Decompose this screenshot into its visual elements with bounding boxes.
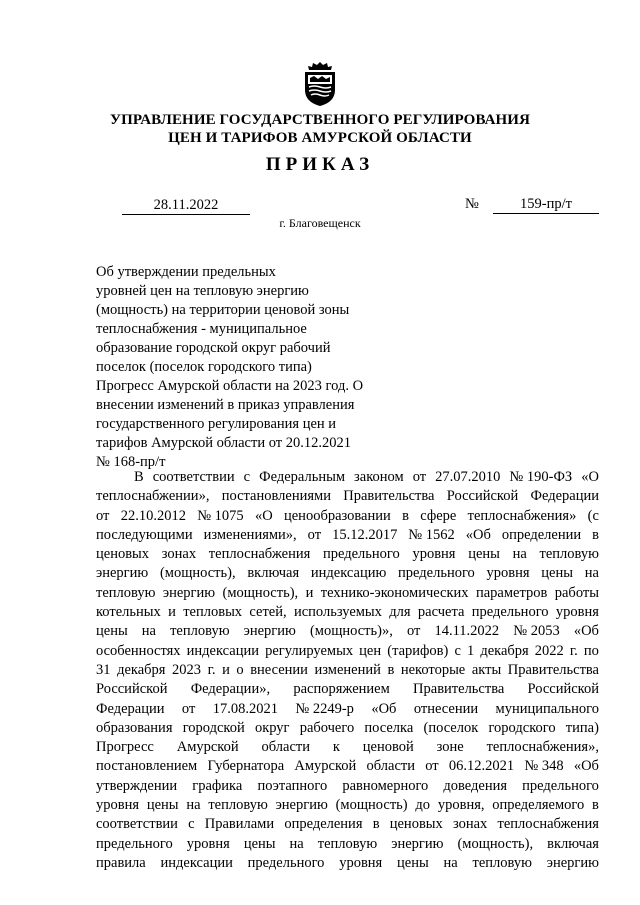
body-word: от: [307, 526, 322, 543]
body-line: [96, 622, 599, 641]
body-word: определения: [284, 816, 363, 833]
body-line: [96, 796, 599, 815]
body-word: № 190-ФЗ: [509, 469, 573, 485]
subject-line: (мощность) на территории ценовой зоны: [96, 302, 350, 318]
body-word: Федеральным: [259, 469, 345, 485]
body-word: Правилами: [204, 816, 275, 833]
body-word: цены: [146, 797, 179, 814]
body-word: на: [141, 623, 156, 640]
subject-line: тарифов Амурской области от 20.12.2021: [96, 435, 351, 451]
body-word: 15.12.2017: [332, 526, 398, 543]
body-word: теплоснабжения: [208, 546, 311, 563]
body-word: с: [454, 642, 461, 659]
body-line: [96, 757, 599, 776]
body-word: распоряжением: [293, 681, 390, 698]
body-word: предельного: [398, 565, 475, 582]
body-word: 06.12.2021: [448, 758, 515, 775]
body-word: уровня: [555, 604, 599, 621]
body-word: изменениями»,: [203, 526, 297, 543]
body-word: цен: [359, 642, 382, 659]
body-word: муниципального: [495, 700, 599, 717]
body-line: [96, 584, 599, 603]
body-word: 2022: [534, 642, 564, 659]
body-word: акты: [471, 661, 502, 678]
body-word: ценовой: [362, 739, 414, 756]
body-word: на: [289, 835, 304, 852]
body-word: тепловую: [208, 797, 268, 814]
body-line: [96, 526, 599, 545]
body-word: зонах: [161, 546, 197, 563]
body-line: [96, 661, 599, 680]
body-word: энергию: [162, 584, 216, 601]
body-word: равномерного: [342, 777, 429, 794]
body-word: определяемого: [492, 797, 585, 814]
body-word: изменений: [314, 661, 381, 678]
body-word: цены: [541, 565, 573, 582]
body-word: г.: [569, 642, 578, 659]
body-word: индексацию: [310, 565, 387, 582]
body-word: о: [236, 661, 244, 678]
body-word: поэтапного: [257, 777, 328, 794]
body-word: на: [584, 565, 599, 582]
body-word: правила: [96, 854, 146, 871]
body-word: теплоснабжения»: [467, 507, 577, 524]
body-word: 14.11.2022: [434, 623, 500, 640]
body-word: с: [188, 816, 195, 833]
body-word: (с: [587, 507, 599, 524]
body-word: в: [372, 816, 380, 833]
body-word: сетей,: [249, 604, 287, 621]
body-line: [96, 815, 599, 834]
body-word: графика: [192, 777, 243, 794]
body-word: расчета: [417, 604, 465, 621]
body-word: и: [305, 584, 314, 601]
body-word: декабря: [480, 642, 529, 659]
body-word: от: [412, 469, 427, 485]
body-word: предельного: [471, 604, 549, 621]
order-number: 159-пр/т: [493, 196, 599, 214]
body-word: от: [181, 700, 196, 717]
body-word: для: [389, 604, 411, 621]
body-word: Федерации»,: [190, 681, 271, 698]
body-word: (мощность),: [222, 584, 299, 601]
body-word: теплоснабжения»,: [486, 739, 599, 756]
body-word: работы: [554, 584, 599, 601]
body-word: законом: [354, 469, 404, 485]
body-word: постановлением: [96, 758, 198, 775]
body-word: Федерации: [96, 700, 165, 717]
body-word: и: [222, 661, 230, 678]
subject-line: Прогресс Амурской области на 2023 год. О: [96, 378, 364, 394]
body-word: «О: [581, 469, 599, 485]
body-line: [96, 719, 599, 738]
body-word: Прогресс: [96, 739, 154, 756]
body-word: «Об: [371, 700, 397, 717]
body-word: соответствии: [96, 816, 178, 833]
body-word: (мощность)»,: [309, 623, 393, 640]
body-word: сфере: [420, 507, 457, 524]
body-word: предельного: [322, 546, 400, 563]
body-word: городского: [488, 719, 556, 736]
body-word: отнесении: [413, 700, 479, 717]
body-word: тепловую: [472, 854, 532, 871]
body-word: параметров: [475, 584, 548, 601]
body-line: [96, 487, 599, 506]
body-word: в: [592, 797, 599, 814]
body-word: энергию: [96, 565, 149, 582]
body-word: Губернатора: [207, 758, 285, 775]
body-word: соответствии: [152, 469, 235, 485]
body-word: доведения: [443, 777, 508, 794]
body-line: [96, 468, 599, 487]
body-word: от: [96, 507, 110, 524]
body-word: Российской: [446, 488, 519, 505]
body-word: тепловых: [183, 604, 243, 621]
body-word: и: [168, 604, 176, 621]
subject-line: поселок (поселок городского типа): [96, 359, 312, 375]
body-word: типа): [565, 719, 599, 736]
body-word: уровня: [339, 854, 383, 871]
body-word: индексации: [160, 854, 233, 871]
body-word: зонах: [452, 816, 488, 833]
body-word: (мощность),: [457, 835, 534, 852]
body-word: цены: [96, 623, 128, 640]
body-word: определении: [501, 526, 582, 543]
body-word: зоне: [436, 739, 464, 756]
body-word: г.: [207, 661, 216, 678]
subject-line: Об утверждении предельных: [96, 264, 276, 280]
body-word: предельного: [96, 835, 173, 852]
body-word: Правительства: [343, 488, 435, 505]
body-word: индексации: [186, 642, 260, 659]
body-word: поселка: [364, 719, 414, 736]
body-word: Правительства: [413, 681, 505, 698]
body-word: энергию: [546, 854, 599, 871]
body-word: ценообразовании: [283, 507, 391, 524]
body-word: рабочего: [299, 719, 355, 736]
body-line: [96, 680, 599, 699]
body-line: [96, 564, 599, 583]
body-word: 2023: [172, 661, 201, 678]
body-word: включая: [247, 565, 300, 582]
body-line: [96, 777, 599, 796]
body-word: № 2053: [513, 623, 560, 640]
body-word: В: [134, 469, 144, 485]
body-word: внесении: [250, 661, 308, 678]
body-line: [96, 642, 599, 661]
body-line: [96, 738, 599, 757]
body-word: котельных: [96, 604, 161, 621]
body-line: [96, 835, 599, 854]
body-word: тепловую: [170, 623, 230, 640]
subject-line: внесении изменений в приказ управления: [96, 397, 355, 413]
body-word: 17.08.2021: [212, 700, 278, 717]
number-sign: №: [465, 196, 479, 212]
body-word: на: [512, 546, 527, 563]
body-word: «Об: [573, 758, 599, 775]
body-word: в: [402, 507, 409, 524]
body-word: (мощность),: [159, 565, 236, 582]
body-word: Российской: [96, 681, 168, 698]
body-word: (поселок: [423, 719, 479, 736]
order-date: 28.11.2022: [122, 197, 250, 215]
body-word: на: [443, 854, 458, 871]
subject-line: № 168-пр/т: [96, 454, 166, 470]
order-body-text: [96, 468, 599, 873]
body-word: области: [261, 739, 310, 756]
body-word: Правительства: [507, 661, 599, 678]
body-line: [96, 545, 599, 564]
body-word: регулируемых: [265, 642, 354, 659]
body-word: № 348: [524, 758, 564, 775]
body-word: предельного: [247, 854, 325, 871]
body-word: Федерации: [530, 488, 599, 505]
body-word: постановлениями: [221, 488, 331, 505]
body-word: (мощность): [335, 797, 408, 814]
body-word: Амурской: [176, 739, 239, 756]
body-line: [96, 854, 599, 873]
subject-line: теплоснабжения - муниципальное: [96, 321, 307, 337]
body-word: включая: [547, 835, 599, 852]
body-word: уровня,: [437, 797, 485, 814]
organization-name-line1: УПРАВЛЕНИЕ ГОСУДАРСТВЕННОГО РЕГУЛИРОВАНИЯ: [109, 112, 531, 128]
city-name: г. Благовещенск: [279, 216, 361, 230]
body-word: некоторые: [400, 661, 466, 678]
body-word: к: [332, 739, 340, 756]
body-word: уровня: [96, 797, 140, 814]
body-word: образования: [96, 719, 173, 736]
body-word: № 1075: [197, 507, 244, 524]
body-word: № 2249-р: [295, 700, 354, 717]
body-word: цены: [468, 546, 500, 563]
body-word: Амурской: [294, 758, 357, 775]
body-word: 31: [96, 661, 111, 678]
organization-name-line2: ЦЕН И ТАРИФОВ АМУРСКОЙ ОБЛАСТИ: [168, 130, 472, 146]
body-word: ценовых: [96, 546, 150, 563]
body-word: до: [415, 797, 431, 814]
body-word: от: [406, 623, 421, 640]
body-word: 22.10.2012: [120, 507, 186, 524]
body-word: в: [592, 526, 599, 543]
document-type-title: ПРИКАЗ: [265, 154, 375, 175]
subject-line: государственного регулирования цен и: [96, 416, 337, 432]
subject-line: образование городской округ рабочий: [96, 340, 331, 356]
body-word: тепловую: [96, 584, 156, 601]
body-word: с: [243, 469, 251, 485]
body-word: цены: [397, 854, 429, 871]
body-word: городской: [182, 719, 245, 736]
body-word: используемых: [293, 604, 382, 621]
body-word: особенностях: [96, 642, 181, 659]
body-word: энергию: [243, 623, 296, 640]
body-word: (тарифов): [387, 642, 449, 659]
body-word: теплоснабжения: [497, 816, 599, 833]
body-word: «Об: [465, 526, 491, 543]
body-word: декабря: [117, 661, 166, 678]
body-word: области: [366, 758, 415, 775]
body-word: по: [583, 642, 599, 659]
body-word: Российской: [527, 681, 599, 698]
coat-of-arms-icon: [300, 60, 340, 108]
body-word: «Об: [573, 623, 599, 640]
body-word: цены: [243, 835, 276, 852]
body-word: тепловую: [317, 835, 378, 852]
subject-line: уровней цен на тепловую энергию: [96, 283, 309, 299]
body-word: энергию: [391, 835, 444, 852]
body-word: последующими: [96, 526, 193, 543]
body-word: утверждении: [96, 777, 178, 794]
body-word: 1: [466, 642, 475, 659]
body-word: в: [387, 661, 395, 678]
body-word: энергию: [275, 797, 328, 814]
body-word: «О: [254, 507, 273, 524]
body-word: теплоснабжении»,: [96, 488, 210, 505]
body-word: предельного: [522, 777, 599, 794]
body-word: тепловую: [539, 546, 599, 563]
body-line: [96, 700, 599, 719]
body-word: от: [425, 758, 439, 775]
body-word: на: [186, 797, 201, 814]
body-word: уровня: [486, 565, 530, 582]
body-word: технико-экономических: [320, 584, 469, 601]
body-word: уровня: [412, 546, 456, 563]
body-line: [96, 507, 599, 526]
body-word: ценовых: [389, 816, 443, 833]
body-line: [96, 603, 599, 622]
body-word: 27.07.2010: [435, 469, 501, 485]
body-word: округ: [254, 719, 290, 736]
order-subject: [96, 263, 396, 472]
body-word: уровня: [186, 835, 230, 852]
body-word: № 1562: [408, 526, 455, 543]
